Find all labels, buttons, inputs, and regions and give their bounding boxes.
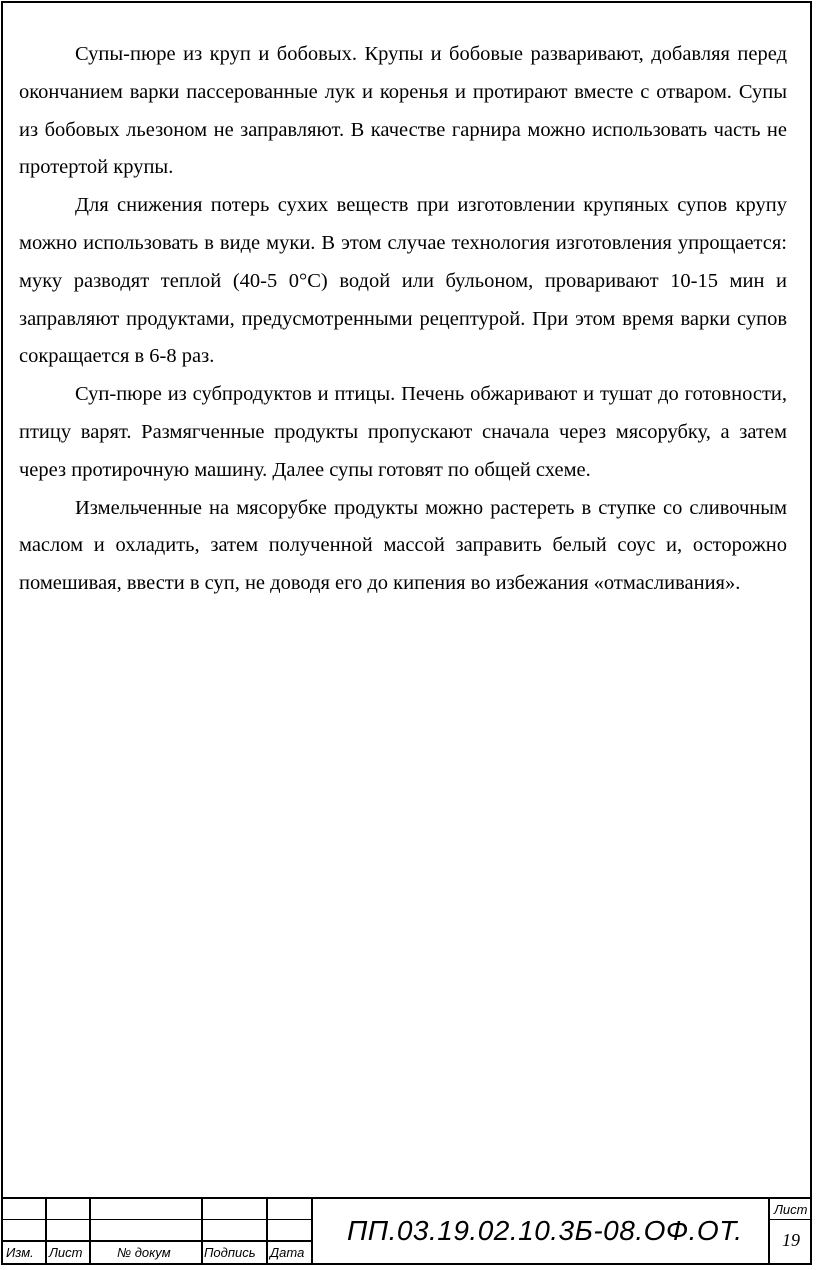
stamp-label-izm: Изм. <box>6 1245 34 1260</box>
stamp-sheet-line <box>769 1219 812 1220</box>
stamp-grid-line <box>311 1197 313 1264</box>
sheet-label: Лист <box>774 1202 808 1217</box>
stamp-grid-line <box>201 1197 203 1264</box>
sheet-number: 19 <box>782 1230 800 1250</box>
stamp-grid-line <box>89 1197 91 1264</box>
stamp-sheet-divider <box>768 1197 770 1264</box>
stamp-label-doc-num: № докум <box>117 1245 171 1260</box>
document-body <box>19 36 787 603</box>
paragraph: Для снижения потерь сухих веществ при изготовлении крупяных супов крупу можно использовать в виде муки. В этом случае технология изготовления упрощается: муку разводят теплой (40-5 0°С) водой или бульоном, проваривают 10-15 мин и заправляют продуктами, предусмотренными рецептурой. При этом время варки супов сокращается в 6-8 раз. <box>19 194 787 368</box>
stamp-grid-line <box>45 1197 47 1264</box>
stamp-top-border <box>1 1197 812 1199</box>
paragraph: Супы-пюре из круп и бобовых. Крупы и бобовые разваривают, добавляя перед окончанием варки пассерованные лук и коренья и протирают вместе с отваром. Супы из бобовых льезоном не заправляют. В качестве гарнира можно использовать часть не протертой крупы. <box>19 43 787 179</box>
stamp-label-list: Лист <box>49 1245 83 1260</box>
stamp-label-date: Дата <box>270 1245 305 1260</box>
stamp-label-signature: Подпись <box>204 1245 256 1260</box>
paragraph: Суп-пюре из субпродуктов и птицы. Печень обжаривают и тушат до готовности, птицу варят. Размягченные продукты пропускают сначала через мясорубку, а затем через протирочную машину. Далее супы готовят по общей схеме. <box>19 383 787 481</box>
document-code: ПП.03.19.02.10.3Б-08.ОФ.ОТ. <box>347 1215 743 1246</box>
stamp-grid-line <box>266 1197 268 1264</box>
paragraph: Измельченные на мясорубке продукты можно растереть в ступке со сливочным маслом и охладить, затем полученной массой заправить белый соус и, осторожно помешивая, ввести в суп, не доводя его до кипения во избежания «отмасливания». <box>19 496 787 595</box>
title-block <box>1 1197 812 1265</box>
